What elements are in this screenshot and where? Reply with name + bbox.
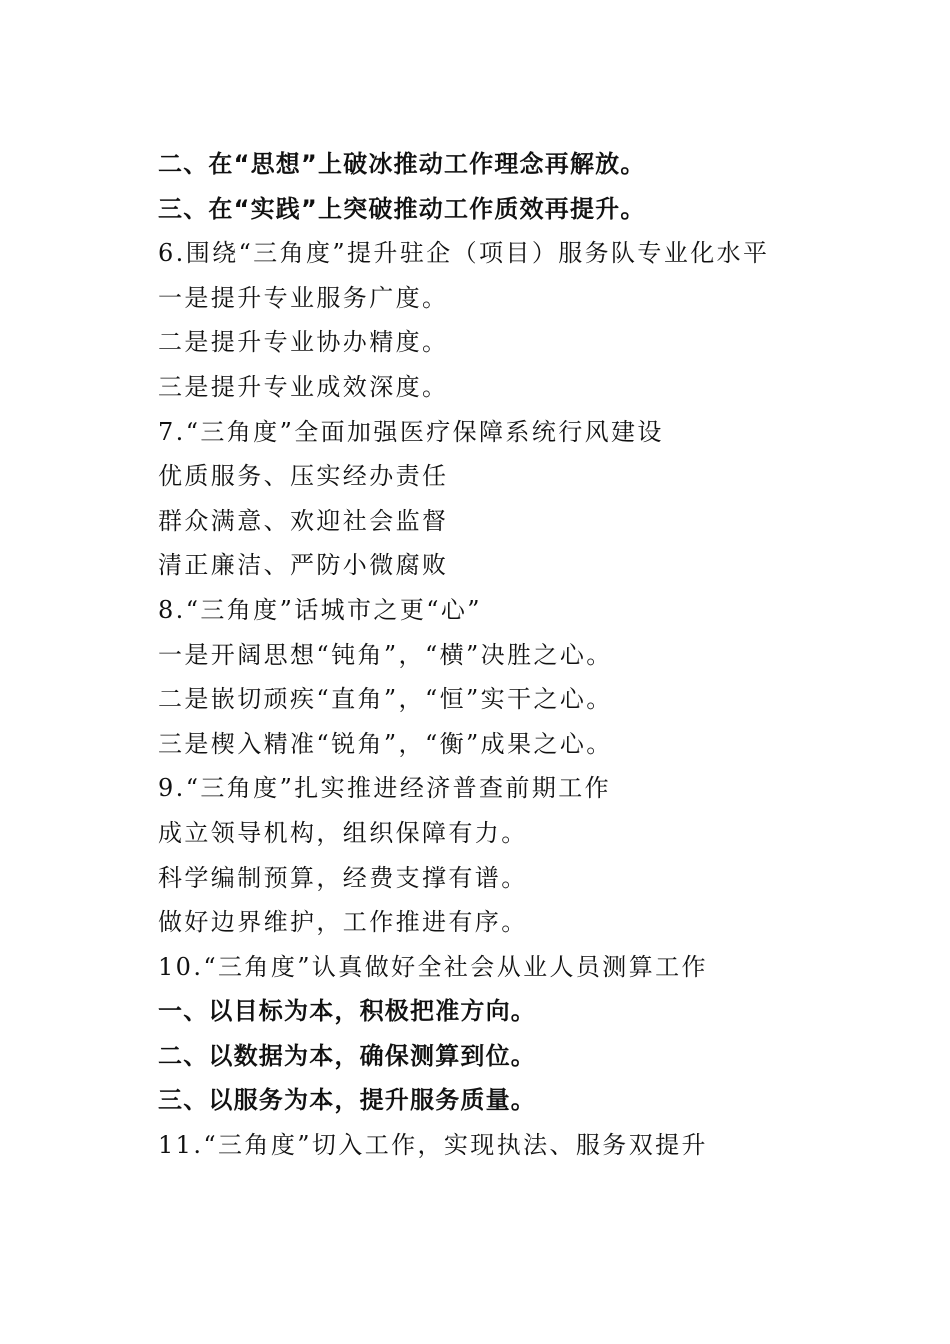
numbered-heading: 8.“三角度”话城市之更“心” [158,595,482,624]
section-line-bold: 二、以数据为本，确保测算到位。 [158,1041,536,1070]
section-line-bold: 二、在“思想”上破冰推动工作理念再解放。 [158,150,646,178]
body-line: 成立领导机构，组织保障有力。 [158,818,528,847]
document-body [158,142,878,1168]
body-line: 群众满意、欢迎社会监督 [158,506,449,535]
body-line: 三是提升专业成效深度。 [158,372,449,401]
numbered-heading: 11.“三角度”切入工作，实现执法、服务双提升 [158,1131,708,1160]
body-line: 一是开阔思想“钝角”，“横”决胜之心。 [158,640,613,669]
section-line-bold: 一、以目标为本，积极把准方向。 [158,997,536,1026]
body-line: 一是提升专业服务广度。 [158,283,449,312]
body-line: 二是嵌切顽疾“直角”，“恒”实干之心。 [158,685,613,714]
numbered-heading: 9.“三角度”扎实推进经济普查前期工作 [158,774,612,803]
section-line-bold: 三、以服务为本，提升服务质量。 [158,1086,536,1115]
numbered-heading: 6.围绕“三角度”提升驻企（项目）服务队专业化水平 [158,239,770,268]
numbered-heading: 7.“三角度”全面加强医疗保障系统行风建设 [158,417,664,446]
body-line: 清正廉洁、严防小微腐败 [158,551,449,580]
body-line: 科学编制预算，经费支撑有谱。 [158,863,528,892]
numbered-heading: 10.“三角度”认真做好全社会从业人员测算工作 [158,952,708,981]
section-line-bold: 三、在“实践”上突破推动工作质效再提升。 [158,194,646,223]
body-line: 二是提升专业协办精度。 [158,328,449,357]
body-line: 三是楔入精准“锐角”，“衡”成果之心。 [158,729,613,758]
body-line: 做好边界维护，工作推进有序。 [158,908,528,937]
body-line: 优质服务、压实经办责任 [158,462,449,491]
